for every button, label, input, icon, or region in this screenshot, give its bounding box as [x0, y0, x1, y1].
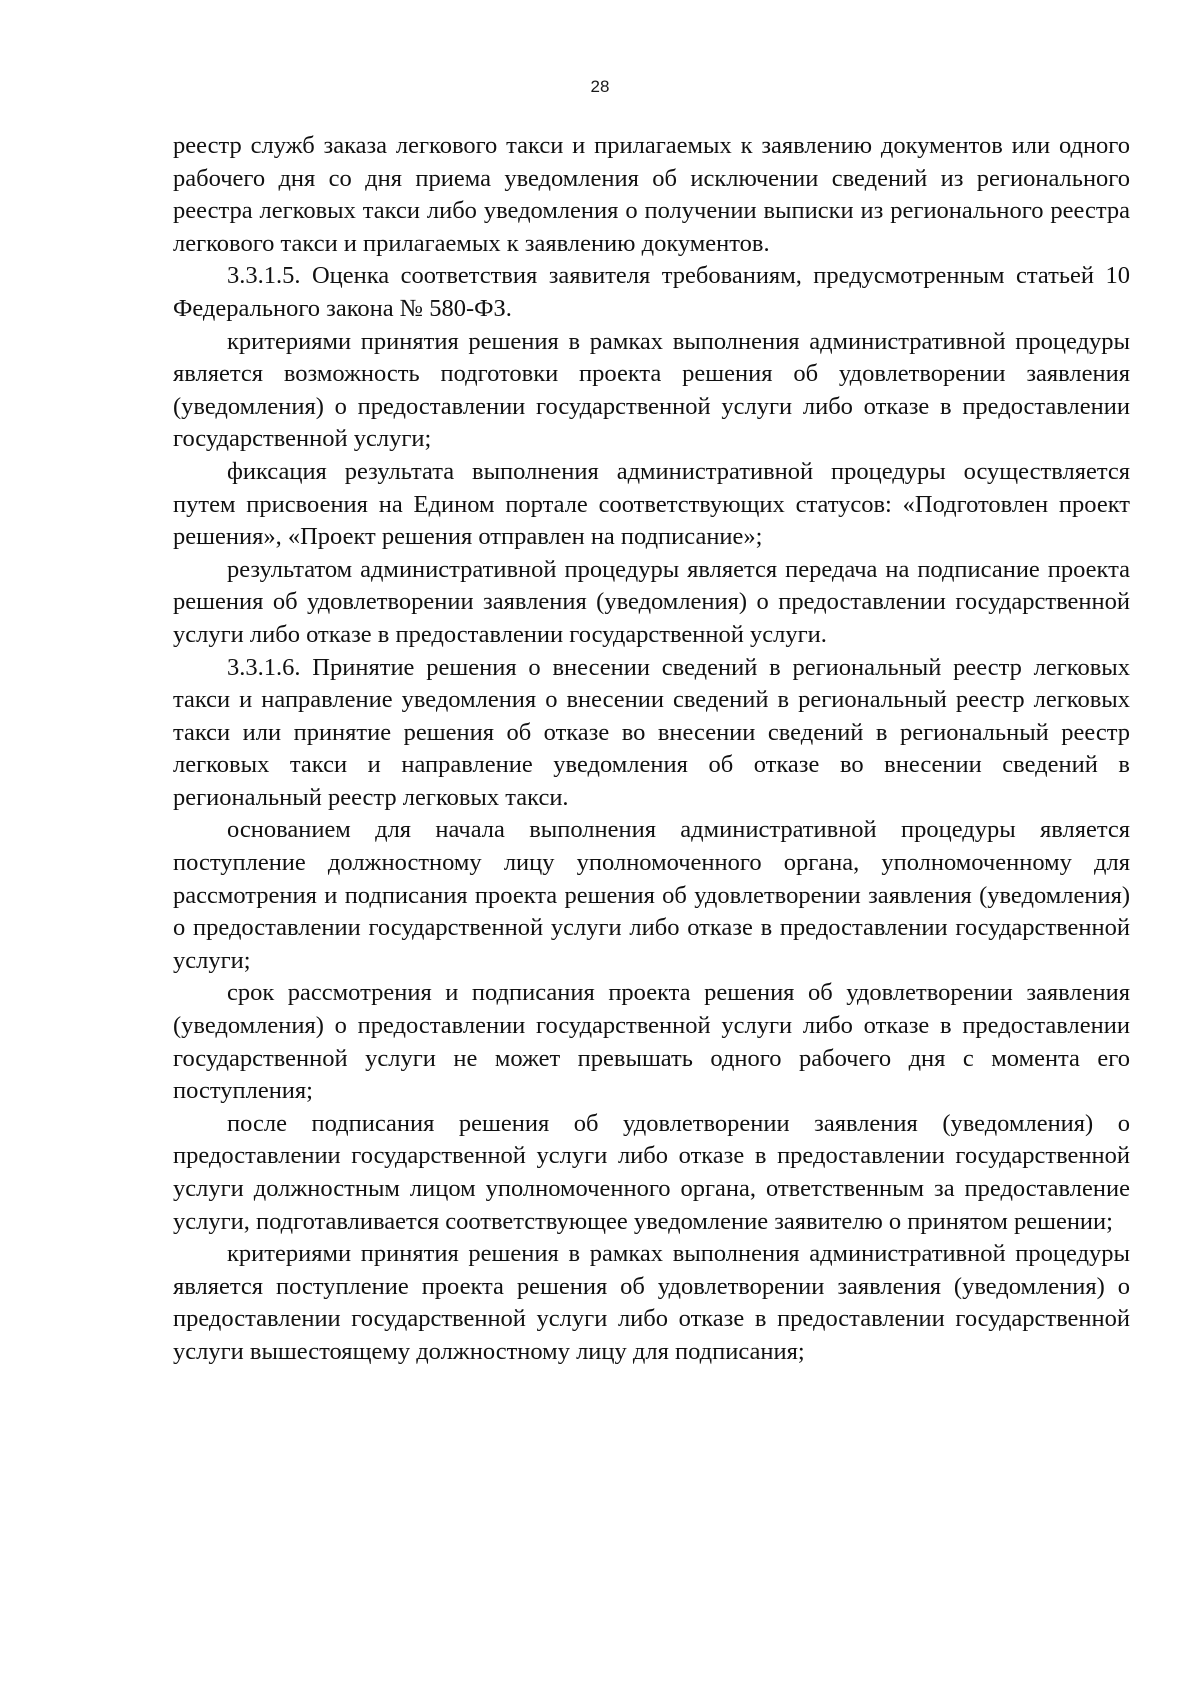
paragraph-1: реестр служб заказа легкового такси и прилагаемых к заявлению документов или одного рабочего дня со дня приема уведомления об исключении сведений из регионального реестра легковых такси либо уведомления о получении выписки из регионального реестра легкового такси и прилагаемых к заявлению документов. — [173, 132, 1130, 257]
page-number: 28 — [590, 77, 610, 96]
paragraph-3: критериями принятия решения в рамках выполнения административной процедуры является возможность подготовки проекта решения об удовлетворении заявления (уведомления) о предоставлении государственной услуги либо отказе в предоставлении государственной услуги; — [173, 327, 1130, 453]
paragraph-6: 3.3.1.6. Принятие решения о внесении сведений в региональный реестр легковых такси и направление уведомления о внесении сведений в региональный реестр легковых такси или принятие решения об отказе во внесении сведений в региональный реестр легковых такси и направление уведомления об отказе во внесении сведений в региональный реестр легковых такси. — [173, 653, 1130, 811]
paragraph-10: критериями принятия решения в рамках выполнения административной процедуры является поступление проекта решения об удовлетворении заявления (уведомления) о предоставлении государственной услуги либо отказе в предоставлении государственной услуги вышестоящему должностному лицу для подписания; — [173, 1240, 1130, 1365]
paragraph-7: основанием для начала выполнения административной процедуры является поступление должностному лицу уполномоченного органа, уполномоченному для рассмотрения и подписания проекта решения об удовлетворении заявления (уведомления) о предоставлении государственной услуги либо отказе в предоставлении государственной услуги; — [173, 816, 1130, 974]
paragraph-5: результатом административной процедуры является передача на подписание проекта решения об удовлетворении заявления (уведомления) о предоставлении государственной услуги либо отказе в предоставлении государственной услуги. — [173, 555, 1130, 648]
paragraph-8: срок рассмотрения и подписания проекта решения об удовлетворении заявления (уведомления) о предоставлении государственной услуги либо отказе в предоставлении государственной услуги не может превышать одного рабочего дня с момента его поступления; — [173, 979, 1130, 1105]
paragraph-9: после подписания решения об удовлетворении заявления (уведомления) о предоставлении государственной услуги либо отказе в предоставлении государственной услуги должностным лицом уполномоченного органа, ответственным за предоставление услуги, подготавливается соответствующее уведомление заявителю о принятом решении; — [173, 1109, 1130, 1235]
paragraph-4: фиксация результата выполнения административной процедуры осуществляется путем присвоения на Едином портале соответствующих статусов: «Подготовлен проект решения», «Проект решения отправлен на подписание»; — [173, 457, 1130, 551]
document-body — [173, 130, 1130, 1369]
paragraph-2: 3.3.1.5. Оценка соответствия заявителя требованиям, предусмотренным статьей 10 Федерального закона № 580-ФЗ. — [173, 262, 1130, 322]
